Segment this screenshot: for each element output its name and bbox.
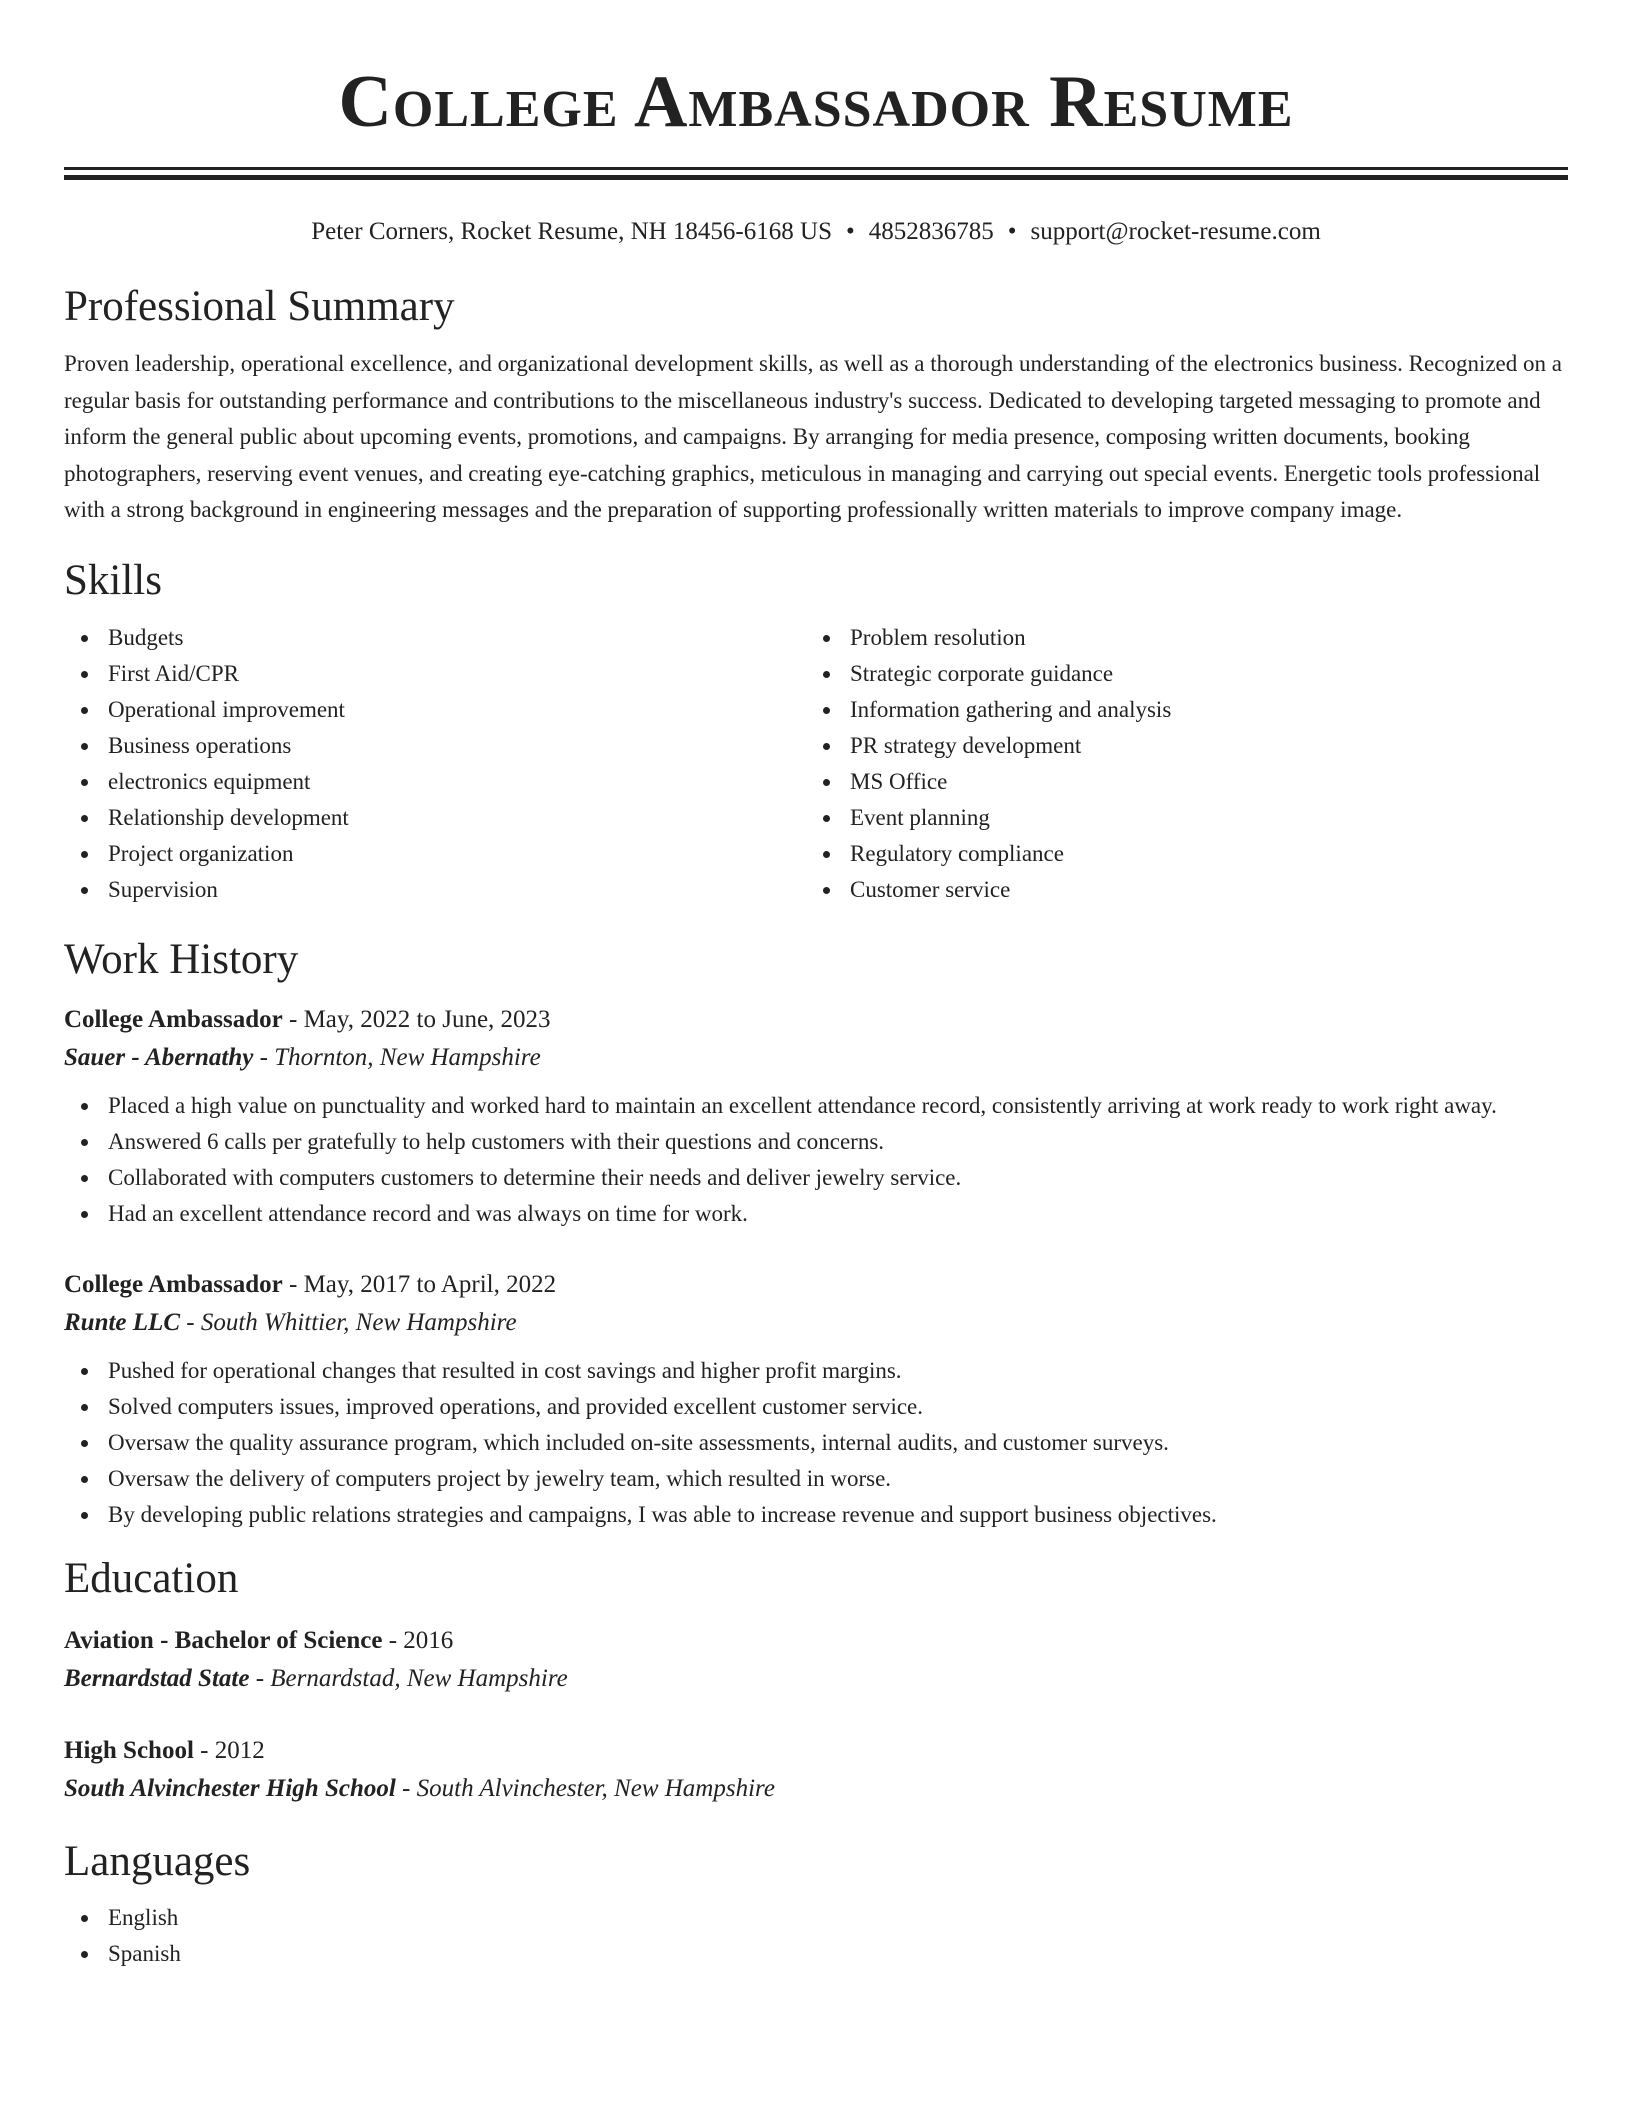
job-duty: Had an excellent attendance record and was always on time for work. bbox=[64, 1196, 1568, 1232]
education-school: South Alvinchester High School bbox=[64, 1774, 396, 1802]
job-company-line bbox=[64, 1304, 1568, 1342]
education-location: - Bernardstad, New Hampshire bbox=[249, 1664, 568, 1692]
education-school-line bbox=[64, 1660, 1568, 1698]
job-company: Sauer - Abernathy bbox=[64, 1043, 254, 1071]
job-title: College Ambassador bbox=[64, 1005, 283, 1033]
summary-heading: Professional Summary bbox=[64, 283, 455, 330]
skill-item: Information gathering and analysis bbox=[806, 692, 1548, 728]
contact-email[interactable]: support@rocket-resume.com bbox=[1030, 218, 1321, 245]
contact-line bbox=[64, 217, 1568, 247]
skills-list bbox=[64, 620, 1568, 908]
job-duties bbox=[64, 1088, 1568, 1232]
skill-item: Relationship development bbox=[64, 800, 806, 836]
skill-item: MS Office bbox=[806, 764, 1548, 800]
job-title: College Ambassador bbox=[64, 1270, 283, 1298]
job-location: - South Whittier, New Hampshire bbox=[180, 1308, 517, 1336]
contact-address: Peter Corners, Rocket Resume, NH 18456-6168 US bbox=[311, 218, 832, 245]
education-degree-line bbox=[64, 1732, 1568, 1770]
education-entry bbox=[64, 1732, 1568, 1808]
title-rule-thick bbox=[64, 175, 1568, 180]
skill-item: electronics equipment bbox=[64, 764, 806, 800]
job-duty: Pushed for operational changes that resulted in cost savings and higher profit margins. bbox=[64, 1353, 1568, 1389]
job-duty: Answered 6 calls per gratefully to help customers with their questions and concerns. bbox=[64, 1124, 1568, 1160]
skill-item: Problem resolution bbox=[806, 620, 1548, 656]
job-duty: By developing public relations strategies and campaigns, I was able to increase revenue and support business objectives. bbox=[64, 1497, 1568, 1533]
education-degree-line bbox=[64, 1622, 1568, 1660]
skill-item: Regulatory compliance bbox=[806, 836, 1548, 872]
resume-page bbox=[64, 0, 1568, 1972]
job-duties bbox=[64, 1353, 1568, 1533]
skill-item: Customer service bbox=[806, 872, 1548, 908]
education-entry bbox=[64, 1622, 1568, 1698]
languages-list bbox=[64, 1900, 1568, 1972]
contact-phone: 4852836785 bbox=[868, 218, 994, 245]
job-duty: Oversaw the delivery of computers project by jewelry team, which resulted in worse. bbox=[64, 1461, 1568, 1497]
job-duty: Placed a high value on punctuality and worked hard to maintain an excellent attendance record, consistently arriving at work ready to work right away. bbox=[64, 1088, 1568, 1124]
contact-separator: • bbox=[845, 218, 855, 245]
education-year: - 2012 bbox=[193, 1736, 265, 1764]
job-duty: Oversaw the quality assurance program, which included on-site assessments, internal audits, and customer surveys. bbox=[64, 1425, 1568, 1461]
education-location: - South Alvinchester, New Hampshire bbox=[395, 1774, 775, 1802]
skill-item: Budgets bbox=[64, 620, 806, 656]
job-title-line bbox=[64, 1001, 1568, 1039]
skill-item: Strategic corporate guidance bbox=[806, 656, 1548, 692]
education-degree: High School bbox=[64, 1736, 194, 1764]
job-dates: - May, 2022 to June, 2023 bbox=[282, 1005, 551, 1033]
education-heading: Education bbox=[64, 1554, 239, 1602]
language-item: English bbox=[64, 1900, 1568, 1936]
skills-column-right bbox=[806, 620, 1548, 908]
education-year: - 2016 bbox=[382, 1626, 454, 1654]
skill-item: PR strategy development bbox=[806, 728, 1548, 764]
skill-item: Supervision bbox=[64, 872, 806, 908]
work-history-heading: Work History bbox=[64, 935, 299, 983]
skill-item: Business operations bbox=[64, 728, 806, 764]
contact-separator: • bbox=[1007, 218, 1017, 245]
job-company-line bbox=[64, 1039, 1568, 1077]
job-location: - Thornton, New Hampshire bbox=[253, 1043, 541, 1071]
education-school-line bbox=[64, 1770, 1568, 1808]
resume-title: College Ambassador Resume bbox=[338, 61, 1294, 143]
job-entry bbox=[64, 1001, 1568, 1232]
job-entry bbox=[64, 1266, 1568, 1533]
skill-item: Event planning bbox=[806, 800, 1548, 836]
skills-column-left bbox=[64, 620, 806, 908]
job-title-line bbox=[64, 1266, 1568, 1304]
title-rule-thin bbox=[64, 167, 1568, 170]
job-dates: - May, 2017 to April, 2022 bbox=[282, 1270, 557, 1298]
skill-item: Project organization bbox=[64, 836, 806, 872]
education-degree: Aviation - Bachelor of Science bbox=[64, 1626, 383, 1654]
job-company: Runte LLC bbox=[64, 1308, 180, 1336]
job-duty: Solved computers issues, improved operations, and provided excellent customer service. bbox=[64, 1389, 1568, 1425]
skills-heading: Skills bbox=[64, 556, 162, 604]
language-item: Spanish bbox=[64, 1936, 1568, 1972]
skill-item: Operational improvement bbox=[64, 692, 806, 728]
summary-text: Proven leadership, operational excellence, and organizational development skills, as well as a thorough understanding of the electronics business. Recognized on a regular basis for outstanding performance and contributions to the miscellaneous industry's success. Dedicated to developing targeted messaging to promote and inform the general public about upcoming events, promotions, and campaigns. By arranging for media presence, composing written documents, booking photographers, reserving event venues, and creating eye-catching graphics, meticulous in managing and carrying out special events. Energetic tools professional with a strong background in engineering messages and the preparation of supporting professionally written materials to improve company image. bbox=[64, 351, 1562, 522]
languages-heading: Languages bbox=[64, 1837, 251, 1885]
skill-item: First Aid/CPR bbox=[64, 656, 806, 692]
education-school: Bernardstad State bbox=[64, 1664, 250, 1692]
job-duty: Collaborated with computers customers to determine their needs and deliver jewelry service. bbox=[64, 1160, 1568, 1196]
